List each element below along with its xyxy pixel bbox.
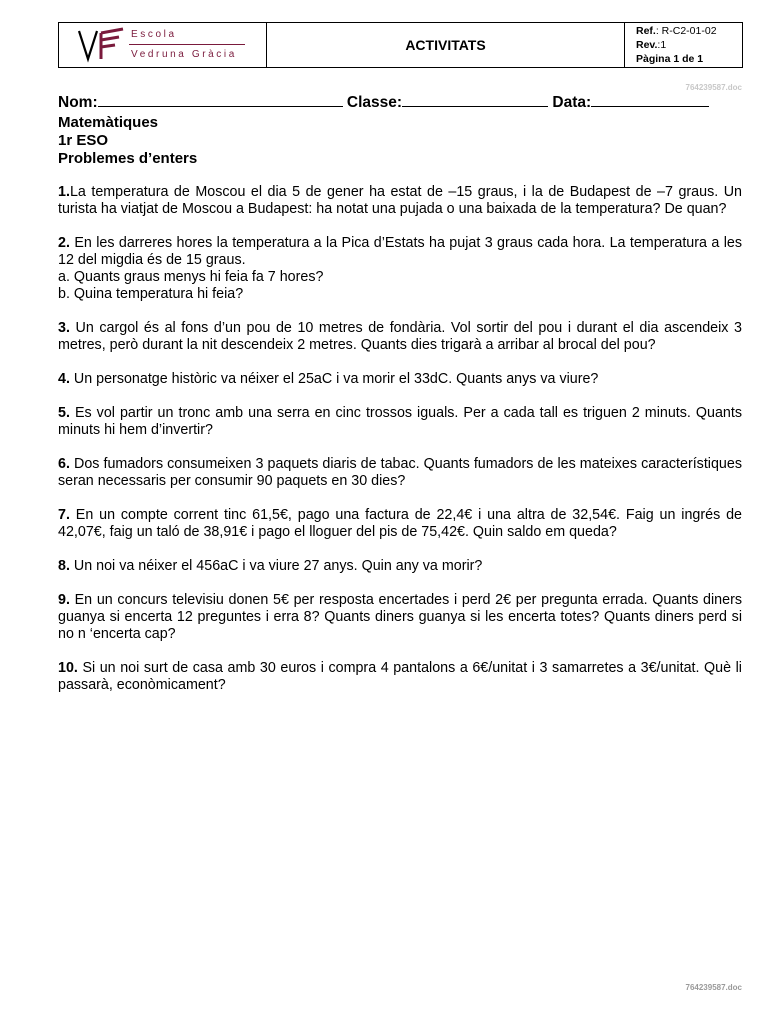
problem-number: 10. (58, 660, 78, 676)
problem-text: La temperatura de Moscou el dia 5 de gener ha estat de –15 graus, i la de Budapest de –7 graus. Un turista ha viatjat de Moscou a Budapest: ha notat una pujada o una baixada de la temperatura? De quan? (58, 184, 742, 217)
problem-item (58, 371, 742, 388)
problem-number: 5. (58, 405, 70, 421)
problem-number: 8. (58, 558, 70, 574)
problem-number: 9. (58, 592, 70, 608)
name-blank[interactable] (98, 92, 343, 107)
rev-line (636, 38, 742, 52)
problem-item (58, 235, 742, 303)
problem-item (58, 456, 742, 490)
header-title: ACTIVITATS (267, 23, 625, 67)
date-blank[interactable] (591, 92, 709, 107)
problem-text: Un personatge històric va néixer el 25aC i va morir el 33dC. Quants anys va viure? (69, 371, 599, 387)
school-logo (59, 23, 267, 67)
problem-item (58, 320, 742, 354)
problem-number: 3. (58, 320, 70, 336)
ref-value: : R-C2-01-02 (655, 25, 717, 37)
problem-subquestion: b. Quina temperatura hi feia? (58, 286, 244, 302)
document-header (58, 22, 743, 68)
class-blank[interactable] (402, 92, 548, 107)
class-label: Classe: (346, 94, 403, 111)
page-line (636, 52, 742, 66)
problem-text: Dos fumadors consumeixen 3 paquets diaris de tabac. Quants fumadors de les mateixes característiques seran necessaris per consumir 90 paquets en 30 dies? (58, 456, 742, 489)
problem-number: 7. (58, 507, 70, 523)
page-label: Pàgina 1 de 1 (636, 53, 704, 65)
rev-label: Rev. (636, 39, 658, 51)
problem-number: 6. (58, 456, 70, 472)
problem-number: 2. (58, 235, 70, 251)
ref-label: Ref. (636, 25, 656, 37)
student-info-row (58, 92, 709, 112)
problem-item (58, 558, 742, 575)
problem-list (58, 184, 742, 711)
date-label: Data: (552, 94, 592, 111)
topic-line: Problemes d’enters (58, 150, 198, 167)
problem-text: Un noi va néixer el 456aC i va viure 27 anys. Quin any va morir? (69, 558, 483, 574)
problem-text: Si un noi surt de casa amb 30 euros i compra 4 pantalons a 6€/unitat i 3 samarretes a 3€/unitat. Què li passarà, econòmicament? (58, 660, 742, 693)
problem-item (58, 592, 742, 643)
subject-line: Matemàtiques (58, 114, 159, 131)
problem-item (58, 660, 742, 694)
doc-filename-top: 764239587.doc (685, 83, 742, 92)
problem-text: Es vol partir un tronc amb una serra en cinc trossos iguals. Per a cada tall es triguen 2 minuts. Quants minuts hi hem d’invertir? (58, 405, 742, 438)
problem-item (58, 184, 742, 218)
problem-statement (58, 235, 742, 269)
logo-text-vedruna: Vedruna Gràcia (131, 49, 237, 60)
header-ref-block (625, 23, 742, 67)
logo-text-escola: Escola (131, 29, 177, 40)
ref-line (636, 24, 742, 38)
subject-block (58, 114, 197, 168)
course-line: 1r ESO (58, 132, 109, 149)
problem-text: En un compte corrent tinc 61,5€, pago una factura de 22,4€ i una altra de 32,54€. Faig un ingrés de 42,07€, faig un taló de 38,91€ i pago el lloguer del pis de 75,42€. Quin saldo em queda? (58, 507, 742, 540)
problem-number: 1. (58, 184, 70, 200)
problem-item (58, 507, 742, 541)
problem-text: En un concurs televisiu donen 5€ per resposta encertades i perd 2€ per pregunta errada. Quants diners guanya si encerta 12 preguntes i erra 8? Quants diners guanya si les encerta totes? Quants diners perd si no n ‘encerta cap? (58, 592, 742, 642)
name-label: Nom: (58, 94, 98, 111)
rev-value: :1 (657, 39, 667, 51)
logo-rule (129, 44, 245, 45)
problem-subquestion: a. Quants graus menys hi feia fa 7 hores? (58, 269, 324, 285)
vedruna-logo-icon (77, 27, 125, 63)
problem-text: Un cargol és al fons d’un pou de 10 metres de fondària. Vol sortir del pou i durant el dia ascendeix 3 metres, però durant la nit descendeix 2 metres. Quants dies trigarà a arribar al brocal del pou? (58, 320, 742, 353)
problem-item (58, 405, 742, 439)
problem-number: 4. (58, 371, 70, 387)
doc-filename-bottom: 764239587.doc (685, 983, 742, 992)
problem-text: En les darreres hores la temperatura a la Pica d’Estats ha pujat 3 graus cada hora. La temperatura a les 12 del migdia és de 15 graus. (58, 235, 742, 268)
